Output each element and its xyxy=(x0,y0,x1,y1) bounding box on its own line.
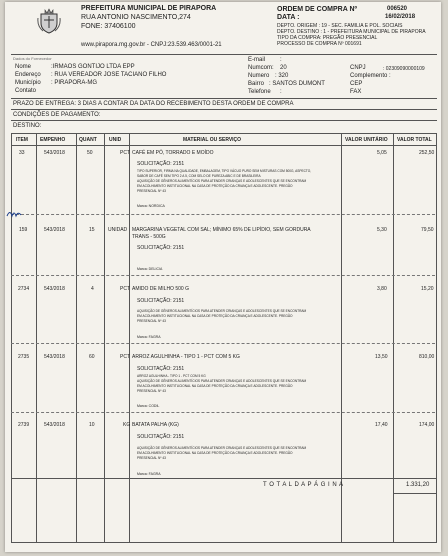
row-unid: PCT xyxy=(120,150,130,156)
row-quant: 15 xyxy=(89,227,95,233)
row-description-line: AQUISIÇÃO DE GÊNEROS ALIMENTÍCIOS PARA ATENDER CRIANÇAS E ADOLESCENTES QUE SE ENCONTRAM xyxy=(137,379,307,383)
row-request: SOLICITAÇÃO: 2151 xyxy=(137,366,185,372)
row-unid: PCT xyxy=(120,286,130,292)
row-material: CAFÉ EM PÓ, TORRADO E MOÍDO xyxy=(132,150,214,156)
supplier-phone: : xyxy=(280,89,282,95)
divider xyxy=(11,109,437,110)
row-total: 810,00 xyxy=(419,354,435,360)
row-description-line: ARROZ AGULHINHA - TIPO 1 - PCT COM 5 KG xyxy=(137,374,206,378)
supplier-address: : RUA VEREADOR JOSE TACIANO FILHO xyxy=(51,72,167,78)
col-item-header: ITEM xyxy=(16,137,28,143)
row-item: 159 xyxy=(19,227,28,233)
row-total: 79,50 xyxy=(421,227,434,233)
row-unid: PCT xyxy=(120,354,130,360)
row-divider xyxy=(11,343,435,344)
row-divider xyxy=(11,214,435,215)
delivery-term: PRAZO DE ENTREGA: 3 DIAS A CONTAR DA DATA DO RECEBIMENTO DESTA ORDEM DE COMPRA xyxy=(13,101,294,107)
col-unit-price-header: VALOR UNITÁRIO xyxy=(345,137,388,143)
row-empenho: 543/2018 xyxy=(44,227,65,233)
row-divider xyxy=(11,275,435,276)
row-description-line: SABOR DE CAFÉ SEM TIPO 2 A 5, COM SELO DE PUREZA ABIC E DE BRASILEIRA xyxy=(137,174,261,178)
date-label: DATA : xyxy=(277,14,300,21)
row-description-line: PRESENCIAL Nº 43 xyxy=(137,319,166,323)
payment-term: CONDIÇÕES DE PAGAMENTO: xyxy=(13,112,101,118)
row-material: AMIDO DE MILHO 500 G xyxy=(132,286,189,292)
row-quant: 60 xyxy=(89,354,95,360)
row-unit-price: 17,40 xyxy=(375,422,388,428)
dept-origin: DEPTO. ORIGEM : 19 - SEC. FAMILIA E POL. SOCIAIS xyxy=(277,23,403,29)
row-unit-price: 3,80 xyxy=(377,286,387,292)
row-description-line: EM ACOLHIMENTO INSTITUCIONAL NA CASA DE PROTEÇÃO DA CRIANÇA E ADOLESCENTE. PREGÃO xyxy=(137,384,293,388)
row-total: 174,00 xyxy=(419,422,435,428)
row-description-line: AQUISIÇÃO DE GÊNEROS ALIMENTÍCIOS PARA ATENDER CRIANÇAS E ADOLESCENTES QUE SE ENCONTRAM xyxy=(137,309,307,313)
row-request: SOLICITAÇÃO: 2151 xyxy=(137,434,185,440)
row-item: 2739 xyxy=(18,422,30,428)
row-material-continued: TRANS - 500G xyxy=(132,234,166,240)
supplier-number: : 320 xyxy=(275,73,289,79)
column-divider xyxy=(76,133,77,543)
order-title: ORDEM DE COMPRA Nº xyxy=(277,6,358,13)
org-address: RUA ANTONIO NASCIMENTO,274 xyxy=(81,14,191,21)
supplier-address-label: Endereço xyxy=(15,72,41,78)
supplier-fax-label: FAX xyxy=(350,89,362,95)
row-empenho: 543/2018 xyxy=(44,150,65,156)
col-total-header: VALOR TOTAL xyxy=(397,137,432,143)
row-unid: KG xyxy=(123,422,131,428)
col-unid-header: UNID xyxy=(109,137,122,143)
row-unit-price: 13,50 xyxy=(375,354,388,360)
row-empenho: 543/2018 xyxy=(44,354,65,360)
supplier-numcom: 20 xyxy=(280,65,287,71)
row-quant: 4 xyxy=(91,286,94,292)
purchase-type: TIPO DA COMPRA: PREGÃO PRESENCIAL xyxy=(277,35,378,41)
divider xyxy=(11,98,437,99)
dept-destination: DEPTO. DESTINO : 1 - PREFEITURA MUNICIPAL DE PIRAPORA xyxy=(277,29,426,35)
row-empenho: 543/2018 xyxy=(44,422,65,428)
divider xyxy=(11,54,437,55)
supplier-complement-label: Complemento : xyxy=(350,73,391,79)
column-divider xyxy=(104,133,105,543)
org-name: PREFEITURA MUNICIPAL DE PIRAPORA xyxy=(81,5,217,12)
row-divider xyxy=(11,412,435,413)
column-divider xyxy=(129,133,130,543)
row-brand: Marca: DELICIA xyxy=(137,267,163,271)
supplier-cnpj-label: CNPJ xyxy=(350,65,366,71)
row-unit-price: 5,05 xyxy=(377,150,387,156)
row-description-line: EM ACOLHIMENTO INSTITUCIONAL NA CASA DE PROTEÇÃO DA CRIANÇA E ADOLESCENTE. PREGÃO xyxy=(137,184,293,188)
purchase-process: PROCESSO DE COMPRA Nº 001691 xyxy=(277,41,362,47)
org-web-cnpj: www.pirapora.mg.gov.br - CNPJ:23.539.463/0001-21 xyxy=(81,42,222,48)
row-brand: Marca: FAGRA xyxy=(137,472,161,476)
purchase-order-page xyxy=(5,2,441,552)
supplier-cnpj: : 02309090000109 xyxy=(383,66,425,72)
row-brand: Marca: CODIL xyxy=(137,404,160,408)
row-item: 2734 xyxy=(18,286,30,292)
table-header-divider xyxy=(11,145,437,146)
supplier-email-label: E-mail xyxy=(248,57,266,63)
row-material: ARROZ AGULHINHA - TIPO 1 - PCT COM 5 KG xyxy=(132,354,240,360)
items-table xyxy=(11,133,437,543)
total-divider xyxy=(11,478,435,479)
row-brand: Marca: NORDICA xyxy=(137,204,165,208)
supplier-email: : xyxy=(280,57,282,63)
handwritten-mark xyxy=(6,208,22,220)
row-request: SOLICITAÇÃO: 2151 xyxy=(137,245,185,251)
row-description-line: PRESENCIAL Nº 43 xyxy=(137,389,166,393)
row-empenho: 543/2018 xyxy=(44,286,65,292)
col-quant-header: QUANT xyxy=(79,137,97,143)
row-description-line: PRESENCIAL Nº 43 xyxy=(137,189,166,193)
row-total: 15,20 xyxy=(421,286,434,292)
row-unit-price: 5,30 xyxy=(377,227,387,233)
supplier-city-label: Município xyxy=(15,80,41,86)
supplier-bairro: : SANTOS DUMONT xyxy=(269,81,325,87)
row-item: 2735 xyxy=(18,354,30,360)
row-brand: Marca: FAGRA xyxy=(137,335,161,339)
supplier-section-label: Dados do Fornecedor xyxy=(13,56,52,61)
column-divider xyxy=(36,133,37,543)
order-number: 006520 xyxy=(387,6,408,12)
order-date: 16/02/2018 xyxy=(385,14,416,20)
col-material-header: MATERIAL OU SERVIÇO xyxy=(183,137,242,143)
row-item: 33 xyxy=(19,150,25,156)
supplier-city: : PIRAPORA-MG xyxy=(51,80,98,86)
supplier-cep-label: CEP xyxy=(350,81,363,87)
page-total-value: 1.331,20 xyxy=(406,482,430,488)
supplier-number-label: Numero xyxy=(248,73,270,79)
org-phone: FONE: 37406100 xyxy=(81,23,136,30)
row-material: BATATA PALHA (KG) xyxy=(132,422,179,428)
supplier-name: :IRMAOS GONTIJO LTDA EPP xyxy=(51,64,135,70)
row-material: MARGARINA VEGETAL COM SAL; MÍNIMO 65% DE LIPÍDIO, SEM GORDURA xyxy=(132,227,311,233)
supplier-phone-label: Telefone xyxy=(248,89,271,95)
row-quant: 10 xyxy=(89,422,95,428)
row-request: SOLICITAÇÃO: 2151 xyxy=(137,161,185,167)
row-description-line: TIPO SUPERIOR, FIRMA NA QUALIDADE, EMBALAGEM, TIPO VÁCUO PURO SEM MISTURAS COM 500G, ASPECTO, xyxy=(137,169,312,173)
row-description-line: AQUISIÇÃO DE GÊNEROS ALIMENTÍCIOS PARA ATENDER CRIANÇAS E ADOLESCENTES QUE SE ENCONTRAM xyxy=(137,179,307,183)
supplier-name-label: Nome xyxy=(15,64,32,70)
supplier-numcom-label: Numcom: xyxy=(248,65,274,71)
page-total-label: T O T A L D A P Á G I N A xyxy=(263,482,344,488)
row-description-line: AQUISIÇÃO DE GÊNEROS ALIMENTÍCIOS PARA ATENDER CRIANÇAS E ADOLESCENTES QUE SE ENCONTRAM xyxy=(137,446,307,450)
row-request: SOLICITAÇÃO: 2151 xyxy=(137,298,185,304)
row-total: 252,50 xyxy=(419,150,435,156)
divider xyxy=(11,120,437,121)
col-empenho-header: EMPENHO xyxy=(40,137,66,143)
row-unid: UNIDAD xyxy=(108,227,128,233)
row-description-line: PRESENCIAL Nº 43 xyxy=(137,456,166,460)
destination-term: DESTINO: xyxy=(13,123,42,129)
row-quant: 50 xyxy=(87,150,93,156)
row-description-line: EM ACOLHIMENTO INSTITUCIONAL NA CASA DE PROTEÇÃO DA CRIANÇA E ADOLESCENTE. PREGÃO xyxy=(137,314,293,318)
coat-of-arms-icon xyxy=(37,8,61,34)
supplier-contact-label: Contato xyxy=(15,88,37,94)
row-description-line: EM ACOLHIMENTO INSTITUCIONAL NA CASA DE PROTEÇÃO DA CRIANÇA E ADOLESCENTE. PREGÃO xyxy=(137,451,293,455)
supplier-bairro-label: Bairro xyxy=(248,81,265,87)
